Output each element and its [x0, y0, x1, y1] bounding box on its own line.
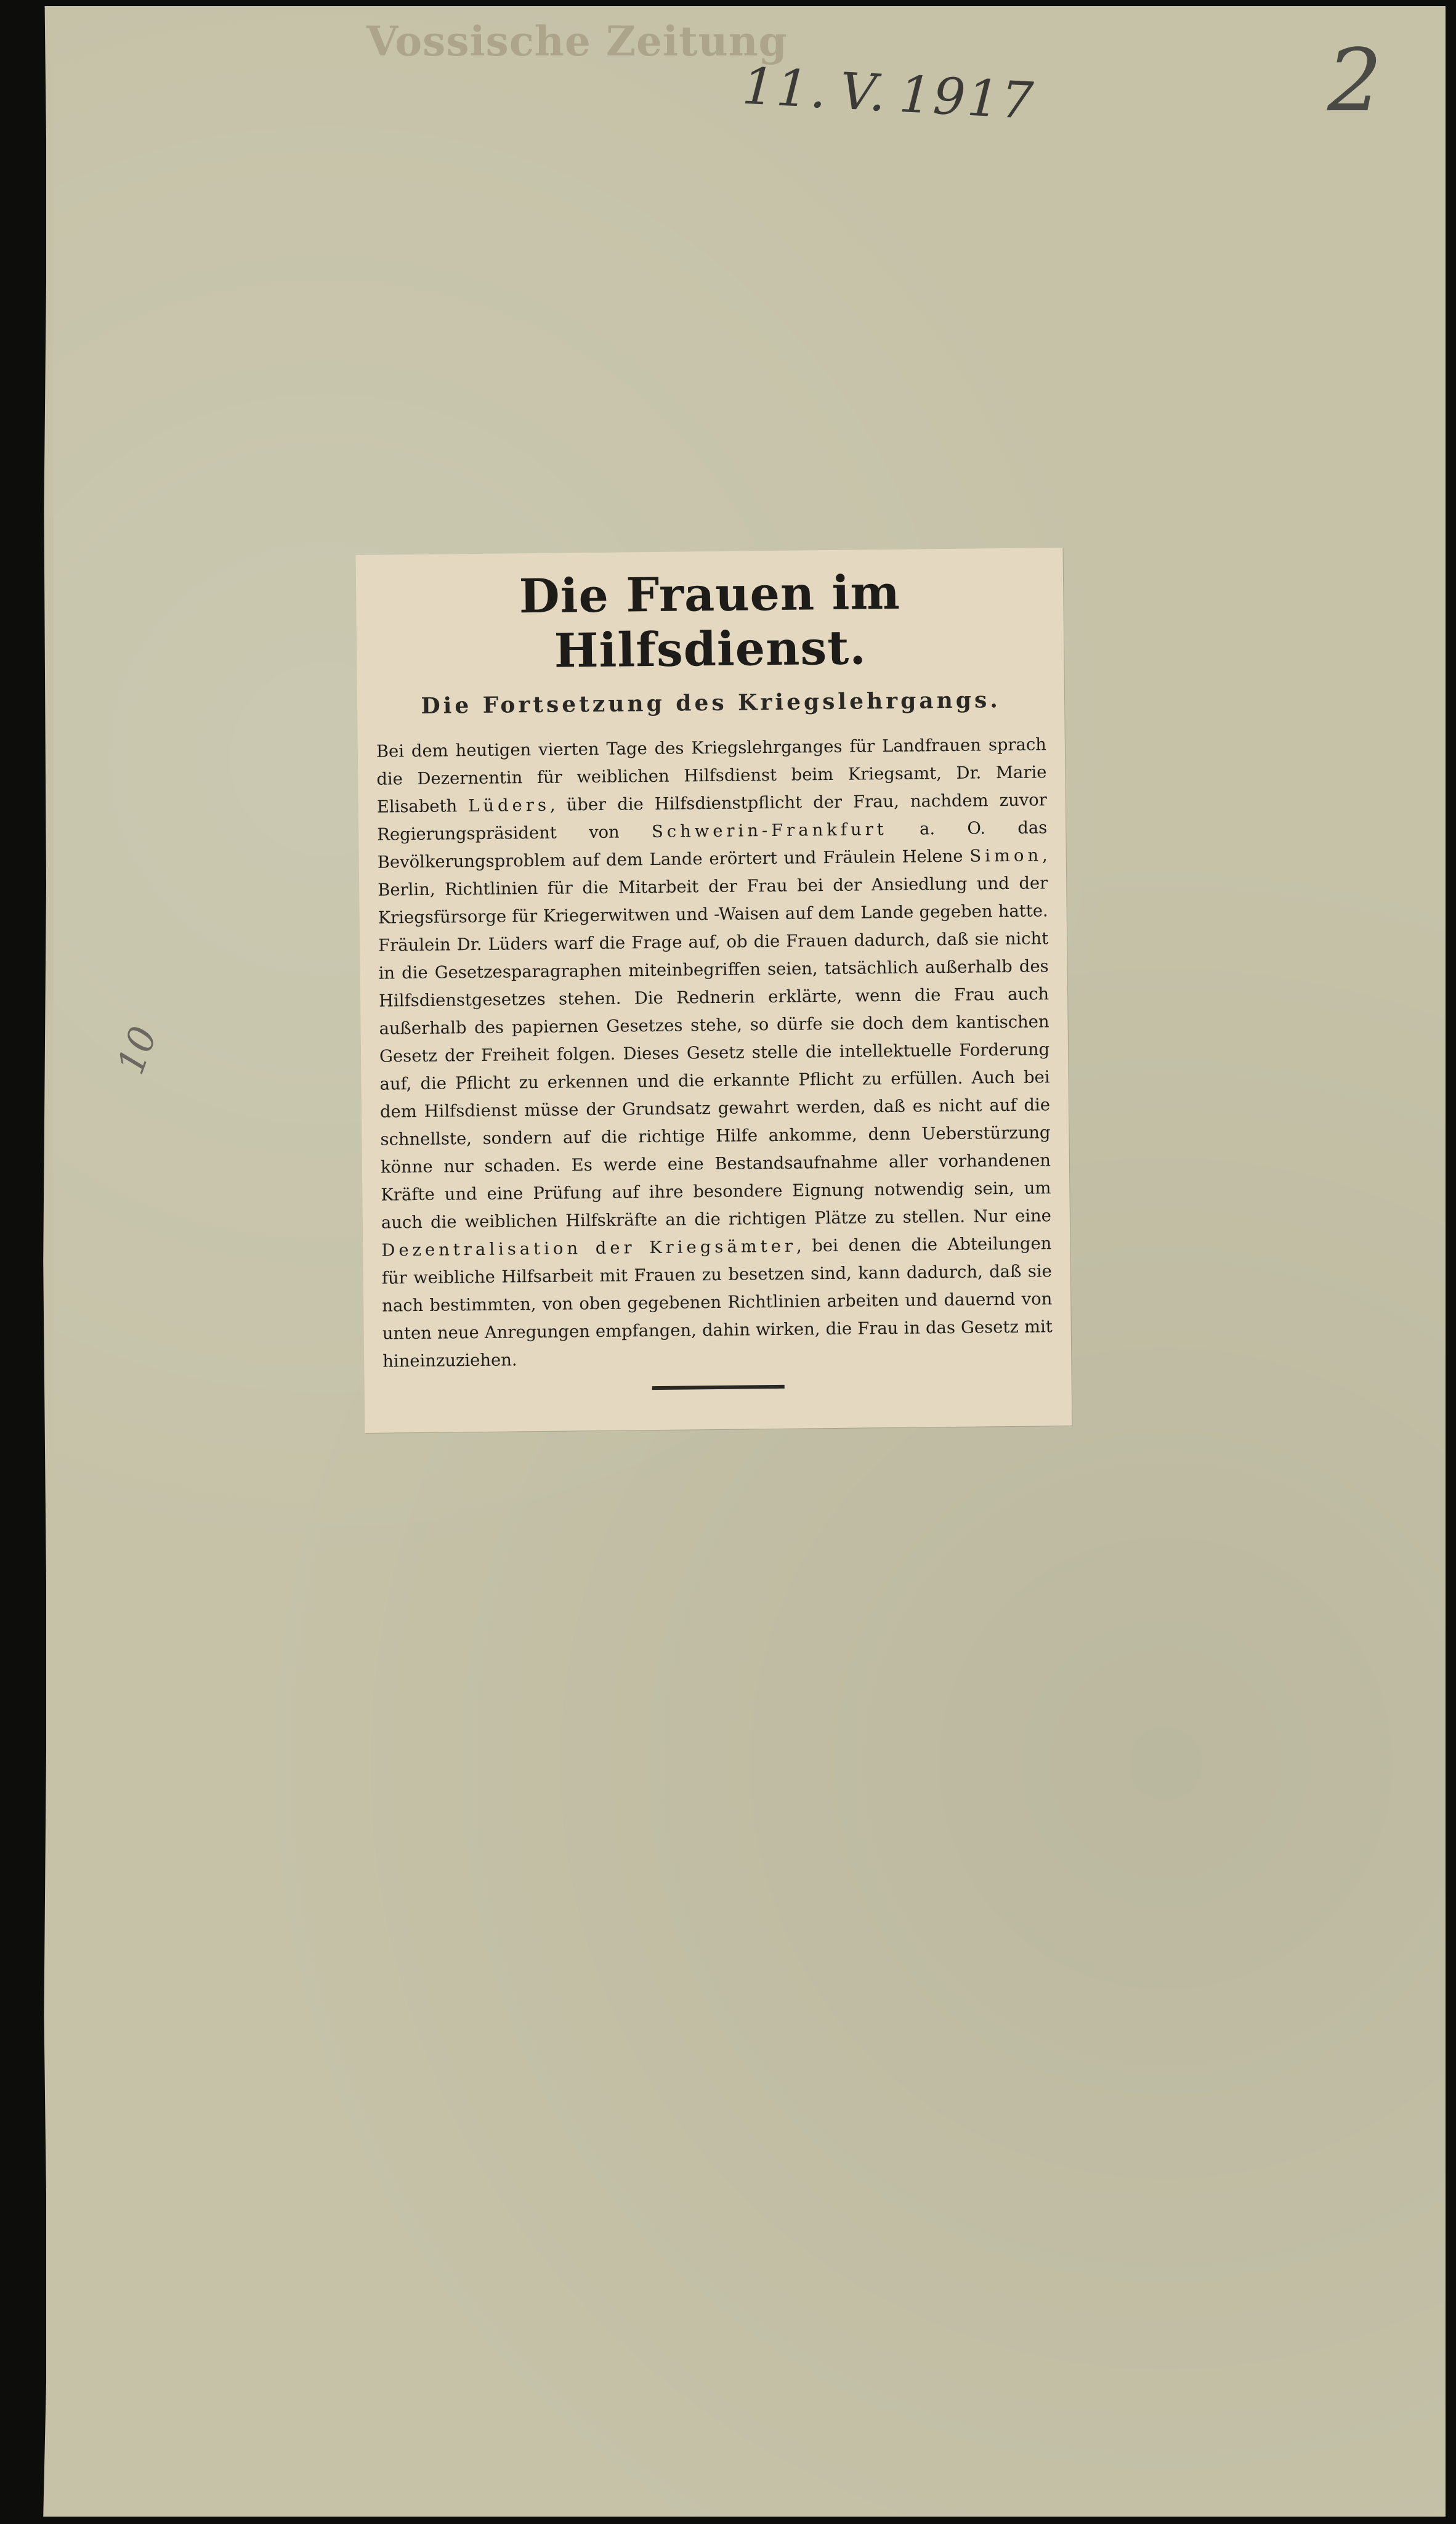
body-text-3: a. O. das Bevölkerungsproblem auf dem Lande erörtert und Fräulein Helene: [377, 818, 1048, 872]
body-text-1: Bei dem heutigen vierten Tage des Kriegslehrganges für Landfrauen sprach die Dezernentin für weiblichen Hilfsdienst beim Kriegsamt, Dr. Marie Elisabeth: [376, 735, 1047, 817]
body-text-5: , bei denen die Abteilungen für weibliche Hilfsarbeit mit Frauen zu besetzen sind, kann dadurch, daß sie nach bestimmten, von oben gegebenen Richtlinien arbeiten und dauernd von unten neue Anregungen empfangen, dahin wirken, die Frau in das Gesetz mit hineinzuziehen.: [381, 1234, 1053, 1371]
end-rule: [652, 1385, 784, 1390]
body-term-dezentralisation: Dezentralisation der Kriegsämter: [381, 1236, 797, 1260]
body-name-schwerin: Schwerin-Frankfurt: [651, 820, 888, 842]
handwritten-date: 11. V. 1917: [740, 57, 1037, 131]
article-body: [376, 731, 1053, 1375]
body-name-lueders: Lüders: [468, 795, 551, 816]
newspaper-name-stamp: Vossische Zeitung: [366, 17, 788, 65]
article-subtitle: Die Fortsetzung des Kriegslehrgangs.: [421, 687, 1001, 719]
handwritten-margin-number: 10: [109, 1021, 166, 1080]
body-name-simon: Simon: [969, 846, 1043, 866]
newspaper-clipping: [356, 548, 1072, 1433]
handwritten-page-number: 2: [1327, 31, 1383, 131]
body-text-4: , Berlin, Richtlinien für die Mitarbeit der Frau bei der Ansiedlung und der Kriegsfürsorge für Kriegerwitwen und -Waisen auf dem Lande gegeben hatte. Fräulein Dr. Lüders warf die Frage auf, ob die Frauen dadurch, daß sie nicht in die Gesetzesparagraphen miteinbegriffen seien, tatsächlich außerhalb des Hilfsdienstgesetzes stehen. Die Rednerin erklärte, wenn die Frau auch außerhalb des papiernen Gesetzes stehe, so dürfe sie doch dem kantischen Gesetz der Freiheit folgen. Dieses Gesetz stelle die intellektuelle Forderung auf, die Pflicht zu erkennen und die erkannte Pflicht zu erfüllen. Auch bei dem Hilfsdienst müsse der Grundsatz gewahrt werden, daß es nicht auf die schnellste, sondern auf die richtige Hilfe ankomme, denn Ueberstürzung könne nur schaden. Es werde eine Bestandsaufnahme aller vorhandenen Kräfte und eine Prüfung auf ihre besondere Eignung notwendig sein, um auch die weiblichen Hilfskräfte an die richtigen Plätze zu stellen. Nur eine: [378, 846, 1052, 1233]
body-text-2: , über die Hilfsdienstpflicht der Frau, nachdem zuvor Regierungspräsident von: [377, 790, 1047, 845]
article-title: Die Frauen im Hilfsdienst.: [519, 564, 901, 678]
archive-sheet: [46, 6, 1446, 2517]
